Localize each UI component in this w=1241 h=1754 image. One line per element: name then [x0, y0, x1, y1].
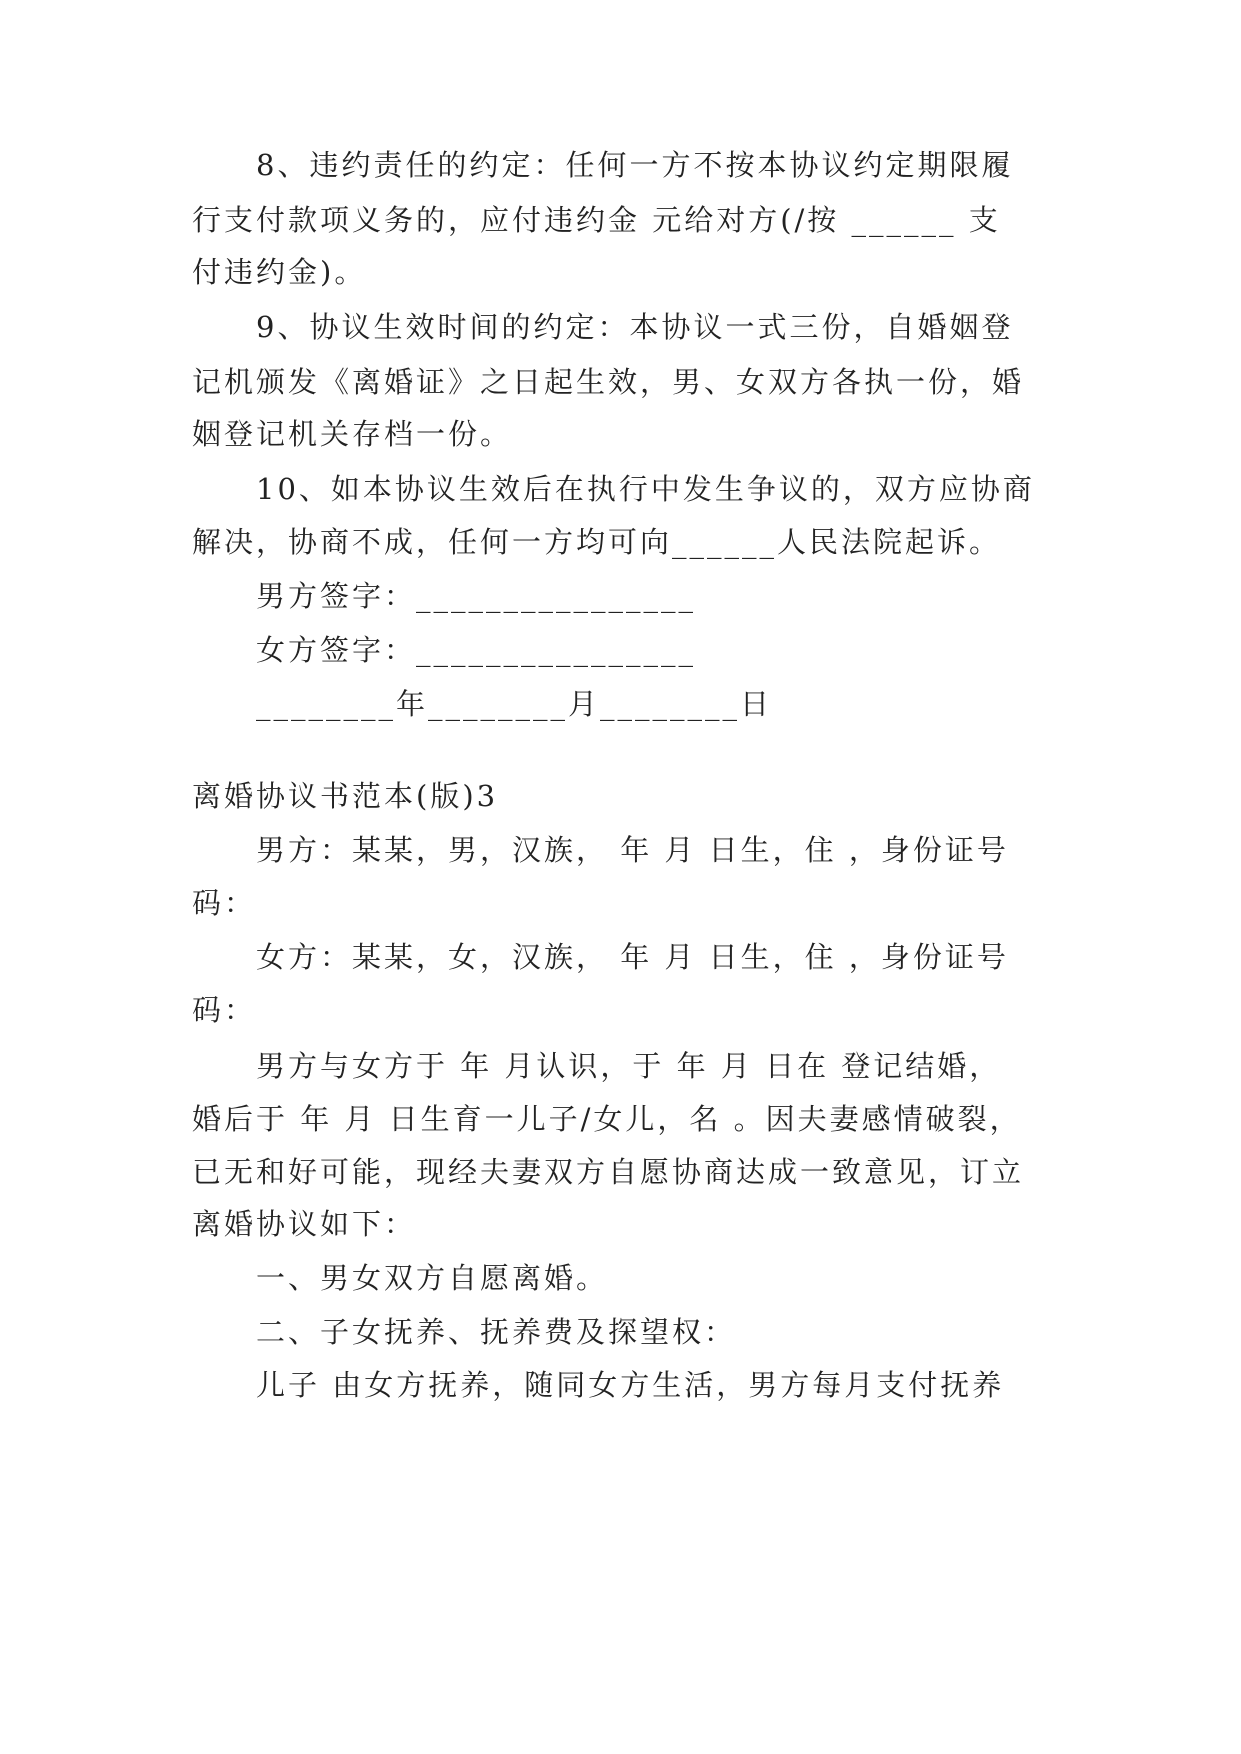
female-signature: 女方签字：________________ [256, 633, 697, 667]
male-info-line1: 男方：某某，男，汉族， 年 月 日生，住 ，身份证号 [256, 833, 1009, 867]
item10-line1: 10、如本协议生效后在执行中发生争议的，双方应协商 [256, 472, 1035, 506]
female-info-line2: 码： [192, 993, 257, 1027]
clause2: 二、子女抚养、抚养费及探望权： [256, 1315, 737, 1349]
intro-line3: 已无和好可能，现经夫妻双方自愿协商达成一致意见，订立 [192, 1155, 1025, 1189]
item8-line2: 行支付款项义务的，应付违约金 元给对方(/按 ______ 支 [192, 203, 1001, 237]
item9-line2: 记机颁发《离婚证》之日起生效，男、女双方各执一份，婚 [192, 365, 1025, 399]
male-signature: 男方签字：________________ [256, 579, 697, 613]
intro-line1: 男方与女方于 年 月认识，于 年 月 日在 登记结婚， [256, 1049, 1002, 1083]
item8-line1: 8、违约责任的约定：任何一方不按本协议约定期限履 [256, 148, 1014, 182]
clause1: 一、男女双方自愿离婚。 [256, 1261, 609, 1295]
item9-line3: 姻登记机关存档一份。 [192, 417, 513, 451]
female-info-line1: 女方：某某，女，汉族， 年 月 日生，住 ，身份证号 [256, 940, 1009, 974]
item9-line1: 9、协议生效时间的约定：本协议一式三份，自婚姻登 [256, 310, 1014, 344]
item8-line3: 付违约金)。 [192, 255, 367, 289]
intro-line2: 婚后于 年 月 日生育一儿子/女儿，名 。因夫妻感情破裂， [192, 1102, 1022, 1136]
section3-title: 离婚协议书范本(版)3 [192, 779, 499, 813]
item10-line2: 解决，协商不成，任何一方均可向______人民法院起诉。 [192, 525, 1002, 559]
intro-line4: 离婚协议如下： [192, 1207, 417, 1241]
signature-date: ________年________月________日 [256, 687, 773, 721]
male-info-line2: 码： [192, 886, 257, 920]
clause2-line1: 儿子 由女方抚养，随同女方生活，男方每月支付抚养 [256, 1368, 1005, 1402]
